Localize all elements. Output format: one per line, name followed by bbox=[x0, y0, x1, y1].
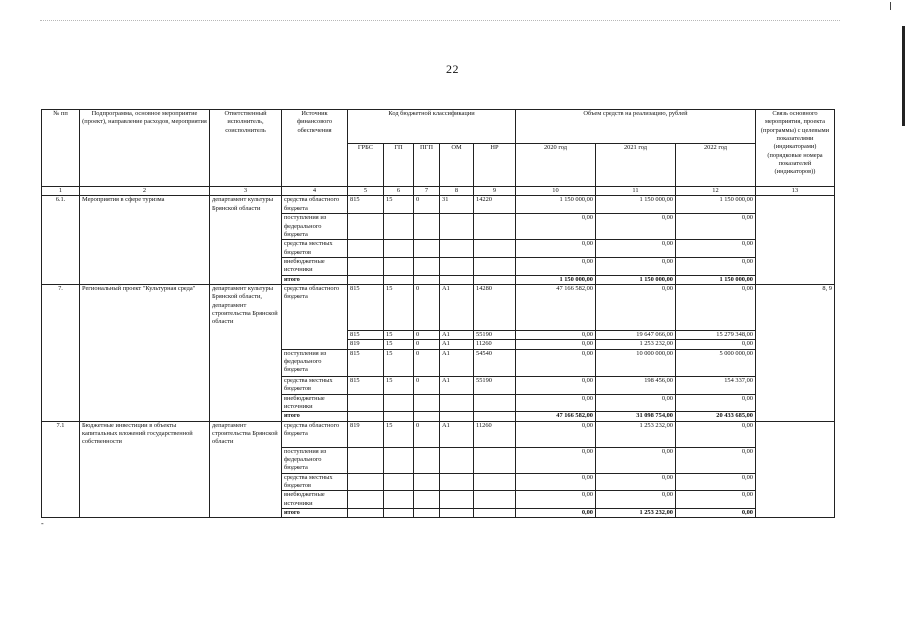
amount-2020: 1 150 000,00 bbox=[516, 196, 596, 214]
amount-2021: 1 253 232,00 bbox=[596, 421, 676, 447]
col-number: 6 bbox=[384, 187, 414, 196]
nr-cell: 11260 bbox=[474, 340, 516, 349]
header-volume-group: Объем средств на реализацию, рублей bbox=[516, 110, 756, 144]
amount-2022: 0,00 bbox=[676, 214, 756, 240]
grbs-cell: 815 bbox=[348, 330, 384, 339]
grbs-cell bbox=[348, 447, 384, 473]
grbs-cell: 815 bbox=[348, 196, 384, 214]
total-2020: 1 150 000,00 bbox=[516, 275, 596, 284]
grbs-cell bbox=[348, 412, 384, 421]
grbs-cell: 815 bbox=[348, 376, 384, 394]
om-cell bbox=[440, 473, 474, 491]
grbs-cell bbox=[348, 257, 384, 275]
table-row bbox=[42, 421, 835, 447]
amount-2022: 0,00 bbox=[676, 473, 756, 491]
pgp-cell bbox=[414, 214, 440, 240]
amount-2021: 0,00 bbox=[596, 473, 676, 491]
amount-2022: 0,00 bbox=[676, 340, 756, 349]
source-cell: поступления из федерального бюджета bbox=[282, 214, 348, 240]
scan-mark bbox=[890, 2, 891, 10]
nr-cell bbox=[474, 508, 516, 517]
om-cell: A1 bbox=[440, 284, 474, 330]
footer-dash: - bbox=[41, 519, 44, 528]
total-label: итого bbox=[282, 275, 348, 284]
grbs-cell: 819 bbox=[348, 340, 384, 349]
amount-2021: 1 150 000,00 bbox=[596, 196, 676, 214]
page-number: 22 bbox=[446, 62, 459, 76]
nr-cell: 55190 bbox=[474, 376, 516, 394]
link-cell bbox=[756, 196, 835, 285]
amount-2020: 0,00 bbox=[516, 330, 596, 339]
link-cell: 8, 9 bbox=[756, 284, 835, 421]
nr-cell: 55190 bbox=[474, 330, 516, 339]
header-num: № пп bbox=[42, 110, 80, 187]
grbs-cell: 815 bbox=[348, 349, 384, 376]
nr-cell bbox=[474, 491, 516, 509]
nr-cell: 11260 bbox=[474, 421, 516, 447]
amount-2020: 47 166 582,00 bbox=[516, 284, 596, 330]
col-number: 5 bbox=[348, 187, 384, 196]
header-om: ОМ bbox=[440, 144, 474, 187]
om-cell: A1 bbox=[440, 330, 474, 339]
col-number: 13 bbox=[756, 187, 835, 196]
row-num: 7.1 bbox=[42, 421, 80, 518]
grbs-cell bbox=[348, 394, 384, 412]
total-2020: 0,00 bbox=[516, 508, 596, 517]
pgp-cell: 0 bbox=[414, 349, 440, 376]
amount-2021: 0,00 bbox=[596, 284, 676, 330]
pgp-cell: 0 bbox=[414, 376, 440, 394]
grbs-cell: 819 bbox=[348, 421, 384, 447]
header-link: Связь основного мероприятия, проекта (программы) с целевыми показателями (индикаторами) (порядковые номера показателей (индикаторов)) bbox=[756, 110, 835, 187]
row-executor: департамент культуры Брянской области bbox=[210, 196, 282, 285]
source-cell: средства местных бюджетов bbox=[282, 240, 348, 258]
header-row bbox=[42, 110, 835, 144]
nr-cell bbox=[474, 240, 516, 258]
pgp-cell bbox=[414, 473, 440, 491]
amount-2022: 0,00 bbox=[676, 257, 756, 275]
row-num: 7. bbox=[42, 284, 80, 421]
amount-2021: 0,00 bbox=[596, 257, 676, 275]
pgp-cell: 0 bbox=[414, 284, 440, 330]
gp-cell: 15 bbox=[384, 196, 414, 214]
amount-2021: 0,00 bbox=[596, 394, 676, 412]
om-cell bbox=[440, 508, 474, 517]
amount-2021: 0,00 bbox=[596, 491, 676, 509]
header-grbs: ГРБС bbox=[348, 144, 384, 187]
pgp-cell bbox=[414, 491, 440, 509]
grbs-cell bbox=[348, 240, 384, 258]
amount-2021: 0,00 bbox=[596, 240, 676, 258]
source-cell: поступления из федерального бюджета bbox=[282, 447, 348, 473]
pgp-cell bbox=[414, 447, 440, 473]
col-number: 12 bbox=[676, 187, 756, 196]
gp-cell bbox=[384, 214, 414, 240]
nr-cell bbox=[474, 447, 516, 473]
gp-cell bbox=[384, 257, 414, 275]
total-2021: 31 098 754,00 bbox=[596, 412, 676, 421]
header-gp: ГП bbox=[384, 144, 414, 187]
om-cell: 31 bbox=[440, 196, 474, 214]
gp-cell bbox=[384, 447, 414, 473]
amount-2022: 0,00 bbox=[676, 491, 756, 509]
amount-2021: 0,00 bbox=[596, 214, 676, 240]
om-cell bbox=[440, 240, 474, 258]
om-cell: A1 bbox=[440, 376, 474, 394]
nr-cell bbox=[474, 473, 516, 491]
om-cell bbox=[440, 275, 474, 284]
amount-2020: 0,00 bbox=[516, 447, 596, 473]
om-cell bbox=[440, 491, 474, 509]
gp-cell: 15 bbox=[384, 421, 414, 447]
amount-2020: 0,00 bbox=[516, 491, 596, 509]
grbs-cell bbox=[348, 473, 384, 491]
amount-2020: 0,00 bbox=[516, 214, 596, 240]
amount-2020: 0,00 bbox=[516, 421, 596, 447]
gp-cell bbox=[384, 275, 414, 284]
amount-2020: 0,00 bbox=[516, 376, 596, 394]
header-2021: 2021 год bbox=[596, 144, 676, 187]
gp-cell bbox=[384, 412, 414, 421]
pgp-cell: 0 bbox=[414, 340, 440, 349]
row-executor: департамент культуры Брянской области, департамент строительства Брянской области bbox=[210, 284, 282, 421]
om-cell bbox=[440, 394, 474, 412]
om-cell: A1 bbox=[440, 421, 474, 447]
col-number: 8 bbox=[440, 187, 474, 196]
amount-2020: 0,00 bbox=[516, 394, 596, 412]
col-number: 3 bbox=[210, 187, 282, 196]
amount-2022: 1 150 000,00 bbox=[676, 196, 756, 214]
total-2021: 1 150 000,00 bbox=[596, 275, 676, 284]
source-cell: внебюджетные источники bbox=[282, 394, 348, 412]
table-row bbox=[42, 196, 835, 214]
source-cell: средства областного бюджета bbox=[282, 284, 348, 349]
pgp-cell: 0 bbox=[414, 421, 440, 447]
gp-cell: 15 bbox=[384, 330, 414, 339]
source-cell: средства местных бюджетов bbox=[282, 473, 348, 491]
nr-cell bbox=[474, 257, 516, 275]
gp-cell: 15 bbox=[384, 349, 414, 376]
header-pgp: ПГП bbox=[414, 144, 440, 187]
row-name: Региональный проект "Культурная среда" bbox=[80, 284, 210, 421]
gp-cell bbox=[384, 394, 414, 412]
amount-2022: 5 000 000,00 bbox=[676, 349, 756, 376]
amount-2020: 0,00 bbox=[516, 473, 596, 491]
link-cell bbox=[756, 421, 835, 518]
amount-2022: 0,00 bbox=[676, 394, 756, 412]
nr-cell: 14280 bbox=[474, 284, 516, 330]
pgp-cell bbox=[414, 275, 440, 284]
col-number: 10 bbox=[516, 187, 596, 196]
amount-2022: 0,00 bbox=[676, 421, 756, 447]
header-name: Подпрограмма, основное мероприятие (проект), направление расходов, мероприятия bbox=[80, 110, 210, 187]
col-number: 11 bbox=[596, 187, 676, 196]
gp-cell: 15 bbox=[384, 284, 414, 330]
amount-2022: 154 337,00 bbox=[676, 376, 756, 394]
gp-cell bbox=[384, 240, 414, 258]
nr-cell bbox=[474, 394, 516, 412]
row-executor: департамент строительства Брянской области bbox=[210, 421, 282, 518]
source-cell: средства областного бюджета bbox=[282, 421, 348, 447]
om-cell bbox=[440, 447, 474, 473]
source-cell: внебюджетные источники bbox=[282, 491, 348, 509]
col-number: 2 bbox=[80, 187, 210, 196]
gp-cell: 15 bbox=[384, 376, 414, 394]
pgp-cell: 0 bbox=[414, 330, 440, 339]
source-cell: внебюджетные источники bbox=[282, 257, 348, 275]
amount-2020: 0,00 bbox=[516, 340, 596, 349]
nr-cell bbox=[474, 214, 516, 240]
row-num: 6.1. bbox=[42, 196, 80, 285]
amount-2020: 0,00 bbox=[516, 257, 596, 275]
total-2022: 0,00 bbox=[676, 508, 756, 517]
om-cell: A1 bbox=[440, 340, 474, 349]
amount-2020: 0,00 bbox=[516, 240, 596, 258]
amount-2022: 0,00 bbox=[676, 240, 756, 258]
source-cell: средства областного бюджета bbox=[282, 196, 348, 214]
gp-cell bbox=[384, 508, 414, 517]
amount-2022: 0,00 bbox=[676, 447, 756, 473]
col-number: 9 bbox=[474, 187, 516, 196]
grbs-cell: 815 bbox=[348, 284, 384, 330]
om-cell bbox=[440, 214, 474, 240]
amount-2021: 1 253 232,00 bbox=[596, 340, 676, 349]
header-code-group: Код бюджетной классификации bbox=[348, 110, 516, 144]
total-2022: 1 150 000,00 bbox=[676, 275, 756, 284]
header-2022: 2022 год bbox=[676, 144, 756, 187]
nr-cell: 14220 bbox=[474, 196, 516, 214]
total-label: итого bbox=[282, 508, 348, 517]
nr-cell bbox=[474, 275, 516, 284]
grbs-cell bbox=[348, 214, 384, 240]
nr-cell bbox=[474, 412, 516, 421]
header-nr: НР bbox=[474, 144, 516, 187]
grbs-cell bbox=[348, 508, 384, 517]
col-number: 4 bbox=[282, 187, 348, 196]
amount-2022: 15 279 348,00 bbox=[676, 330, 756, 339]
om-cell bbox=[440, 412, 474, 421]
total-2022: 20 433 685,00 bbox=[676, 412, 756, 421]
budget-table bbox=[41, 109, 835, 518]
om-cell bbox=[440, 257, 474, 275]
amount-2021: 0,00 bbox=[596, 447, 676, 473]
header-2020: 2020 год bbox=[516, 144, 596, 187]
gp-cell bbox=[384, 491, 414, 509]
pgp-cell bbox=[414, 394, 440, 412]
amount-2022: 0,00 bbox=[676, 284, 756, 330]
om-cell: A1 bbox=[440, 349, 474, 376]
pgp-cell bbox=[414, 412, 440, 421]
gp-cell bbox=[384, 473, 414, 491]
col-number: 7 bbox=[414, 187, 440, 196]
gp-cell: 15 bbox=[384, 340, 414, 349]
amount-2021: 10 000 000,00 bbox=[596, 349, 676, 376]
source-cell: поступления из федерального бюджета bbox=[282, 349, 348, 376]
row-name: Бюджетные инвестиции в объекты капитальных вложений государственной собственности bbox=[80, 421, 210, 518]
header-executor: Ответственный исполнитель, соисполнитель bbox=[210, 110, 282, 187]
column-number-row bbox=[42, 187, 835, 196]
total-2020: 47 166 582,00 bbox=[516, 412, 596, 421]
pgp-cell bbox=[414, 508, 440, 517]
total-2021: 1 253 232,00 bbox=[596, 508, 676, 517]
total-label: итого bbox=[282, 412, 348, 421]
top-scan-line bbox=[40, 20, 840, 21]
grbs-cell bbox=[348, 491, 384, 509]
grbs-cell bbox=[348, 275, 384, 284]
table-row bbox=[42, 284, 835, 330]
col-number: 1 bbox=[42, 187, 80, 196]
pgp-cell bbox=[414, 257, 440, 275]
source-cell: средства местных бюджетов bbox=[282, 376, 348, 394]
amount-2021: 19 647 066,00 bbox=[596, 330, 676, 339]
header-source: Источник финансового обеспечения bbox=[282, 110, 348, 187]
nr-cell: 54540 bbox=[474, 349, 516, 376]
pgp-cell bbox=[414, 240, 440, 258]
row-name: Мероприятия в сфере туризма bbox=[80, 196, 210, 285]
amount-2021: 198 456,00 bbox=[596, 376, 676, 394]
amount-2020: 0,00 bbox=[516, 349, 596, 376]
pgp-cell: 0 bbox=[414, 196, 440, 214]
